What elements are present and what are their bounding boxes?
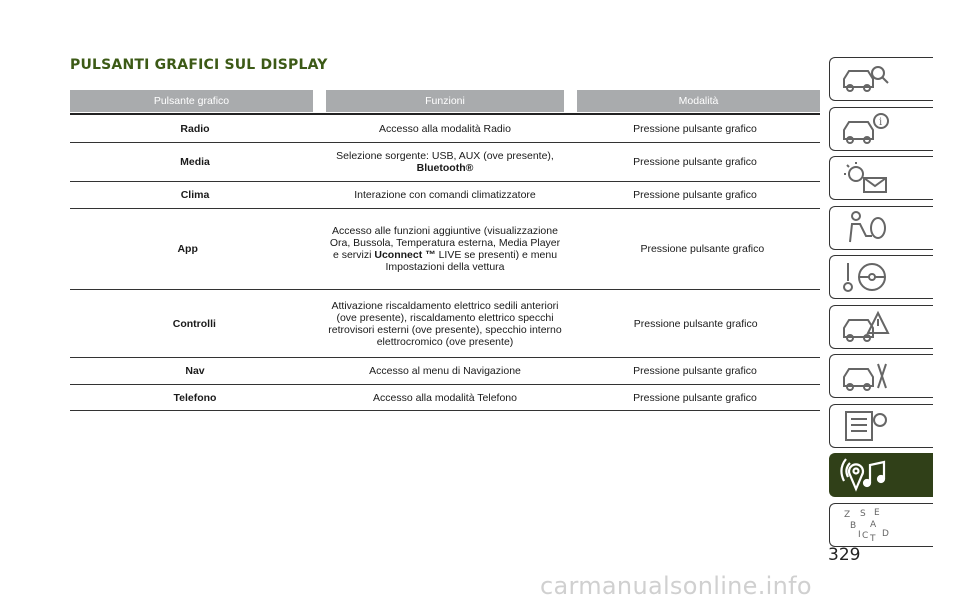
function-text-2: LIVE se presenti) e menu Impostazioni della vettura [385, 249, 558, 273]
car-search-icon [840, 61, 890, 97]
cell-mode: Pressione pulsante grafico [640, 243, 765, 255]
index-letter: E [874, 507, 880, 518]
function-bold-text: Uconnect ™ [374, 249, 436, 261]
cell-function: Accesso alla modalità Radio [379, 122, 511, 135]
page-number: 329 [828, 545, 861, 565]
cell-mode: Pressione pulsante grafico [633, 156, 757, 168]
tab-warnings[interactable] [829, 156, 933, 200]
header-button: Pulsante grafico [70, 90, 313, 112]
cell-function: Accesso al menu di Navigazione [369, 365, 521, 377]
graphic-buttons-table [70, 90, 820, 411]
cell-button: Telefono [173, 391, 217, 404]
chapter-tabs [829, 57, 935, 552]
cell-function: Accesso alla modalità Telefono [373, 391, 517, 404]
watermark: carmanualsonline.info [540, 572, 812, 600]
tab-safety[interactable] [829, 206, 933, 250]
cell-button: Radio [180, 122, 210, 135]
cell-button: Nav [185, 365, 205, 377]
index-letter: C [862, 530, 869, 541]
tab-technical-data[interactable] [829, 404, 933, 448]
tab-index[interactable] [829, 503, 933, 547]
header-function: Funzioni [326, 90, 564, 112]
index-letter: S [860, 508, 866, 519]
header-mode: Modalità [577, 90, 820, 112]
alphabetical-index-icon [840, 507, 890, 543]
car-maintenance-icon [840, 358, 890, 394]
cell-function: Interazione con comandi climatizzatore [354, 189, 536, 201]
car-info-icon [840, 111, 890, 147]
index-letter: Z [844, 509, 851, 520]
cell-button: App [177, 243, 198, 255]
cell-button: Media [180, 156, 210, 168]
table-row [70, 209, 820, 290]
warning-lights-icon [840, 160, 890, 196]
cell-mode: Pressione pulsante grafico [633, 391, 757, 404]
tab-emergency[interactable] [829, 305, 933, 349]
tab-starting-driving[interactable] [829, 255, 933, 299]
page-title: PULSANTI GRAFICI SUL DISPLAY [70, 57, 328, 73]
car-emergency-icon [840, 309, 890, 345]
index-letter: D [882, 528, 889, 539]
multimedia-icon [840, 457, 890, 493]
function-text: Accesso alle funzioni aggiuntive (visualizzazione Ora, Bussola, Temperatura esterna, Media Player e servizi [329, 225, 561, 261]
tab-multimedia[interactable] [829, 453, 933, 497]
index-letter: I [858, 529, 861, 540]
cell-function [320, 150, 570, 174]
table-header [70, 90, 820, 112]
function-bold-text: Bluetooth® [416, 162, 474, 174]
table-row [70, 143, 820, 182]
tab-knowing-vehicle[interactable] [829, 57, 933, 101]
tab-maintenance[interactable] [829, 354, 933, 398]
cell-button: Clima [180, 189, 210, 201]
tab-dashboard[interactable] [829, 107, 933, 151]
index-letter: B [850, 520, 857, 531]
cell-function: Attivazione riscaldamento elettrico sedili anteriori (ove presente), riscaldamento elettrico specchi retrovisori esterni (ove presente), specchio interno elettrocromico (ove presente) [328, 299, 562, 348]
function-text: Selezione sorgente: USB, AUX (ove presente), [336, 150, 554, 162]
table-row [70, 182, 820, 209]
svg-text:i: i [879, 116, 883, 128]
table-row [70, 290, 820, 358]
table-row [70, 115, 820, 143]
table-row [70, 358, 820, 385]
cell-mode: Pressione pulsante grafico [633, 122, 757, 135]
index-letter: A [870, 519, 877, 530]
table-row [70, 385, 820, 411]
cell-mode: Pressione pulsante grafico [633, 365, 757, 377]
cell-function [305, 225, 584, 273]
cell-mode: Pressione pulsante grafico [633, 317, 758, 330]
index-letter: T [870, 533, 876, 543]
cell-button: Controlli [172, 317, 216, 330]
steering-wheel-key-icon [840, 259, 890, 295]
technical-data-icon [840, 408, 890, 444]
cell-mode: Pressione pulsante grafico [633, 189, 757, 201]
airbag-safety-icon [840, 210, 890, 246]
